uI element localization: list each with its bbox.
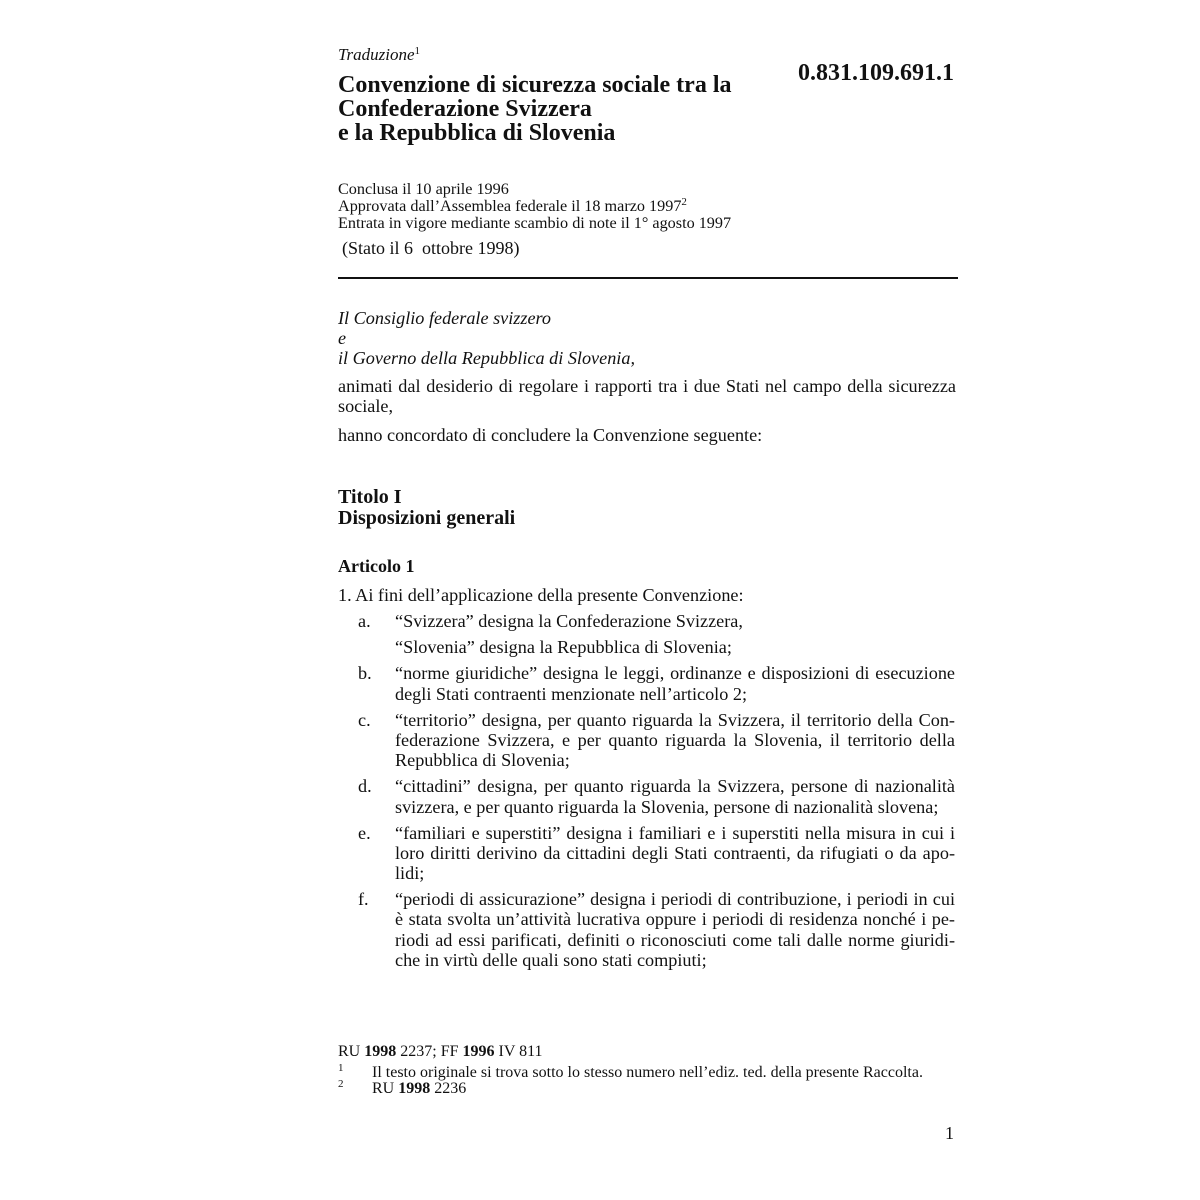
footnote-ref-1: 1 <box>414 44 421 57</box>
definition-label: e. <box>358 822 371 843</box>
footnote-2 <box>338 1078 956 1097</box>
title-heading <box>338 487 956 529</box>
title-name: Disposizioni generali <box>338 507 516 529</box>
definition-item-c <box>338 710 956 771</box>
definitions-list <box>338 611 956 976</box>
definition-line: degli Stati contraenti menzionate nell’articolo 2; <box>395 683 748 704</box>
definition-continuation: “Slovenia” designa la Repubblica di Slovenia; <box>395 637 732 658</box>
definition-line: svizzera, e per quanto riguarda la Slovenia, persone di nazionalità slovena; <box>395 796 939 817</box>
definition-label: a. <box>358 611 371 631</box>
definition-item-e <box>338 823 956 884</box>
definition-line: federazione Svizzera, e per quanto riguarda la Slovenia, il territorio della <box>395 729 955 750</box>
preamble <box>338 308 956 368</box>
footnote-ru-prefix: RU <box>372 1080 395 1097</box>
ru-page: 2237; <box>400 1043 437 1060</box>
approval-date <box>338 195 956 215</box>
definition-line: “periodi di assicurazione” designa i periodi di contribuzione, i periodi in cui <box>395 889 955 910</box>
definition-line: è stata svolta un’attività lucrativa oppure i periodi di residenza nonché i pe- <box>395 909 955 930</box>
footnote-text: Il testo originale si trova sotto lo stesso numero nell’ediz. ted. della presente Raccolta. <box>372 1064 923 1081</box>
footnote-ru-page: 2236 <box>434 1080 467 1097</box>
footnote-ru-year: 1998 <box>398 1080 431 1097</box>
definition-label: b. <box>358 663 372 684</box>
footnote-marker: 2 <box>338 1078 344 1090</box>
preamble-conjunction: e <box>338 328 347 348</box>
ff-ref: IV 811 <box>498 1043 543 1060</box>
footnotes <box>338 1062 956 1097</box>
definition-label: c. <box>358 709 371 730</box>
ff-year: 1996 <box>462 1043 495 1060</box>
preamble-motive <box>338 376 956 416</box>
definition-line: Repubblica di Slovenia; <box>395 750 570 771</box>
definition-line: lidi; <box>395 863 425 884</box>
approval-date-text: Approvata dall’Assemblea federale il 18 marzo 1997 <box>338 197 682 215</box>
definition-label: d. <box>358 776 372 797</box>
definition-line: “familiari e superstiti” designa i familiari e i superstiti nella misura in cui i <box>395 822 955 843</box>
footnote-1 <box>338 1062 956 1081</box>
definition-item-d <box>338 776 956 816</box>
title-line: Convenzione di sicurezza sociale tra la <box>338 72 732 98</box>
translation-label-text: Traduzione <box>338 45 415 64</box>
preamble-party-1: Il Consiglio federale svizzero <box>338 308 552 328</box>
preamble-party-2: il Governo della Repubblica di Slovenia, <box>338 348 635 368</box>
page-number: 1 <box>945 1123 954 1143</box>
header-divider <box>338 277 958 279</box>
metadata-block <box>338 181 956 232</box>
definition-line: loro diritti derivino da cittadini degli Stati contraenti, da rifugiati o da apo- <box>395 842 955 863</box>
article-heading: Articolo 1 <box>338 556 415 576</box>
definition-item-a <box>338 611 956 657</box>
preamble-agreement: hanno concordato di concludere la Convenzione seguente: <box>338 425 763 445</box>
publication-source <box>338 1043 956 1061</box>
status-date: (Stato il 6 ottobre 1998) <box>342 238 520 258</box>
footnote-ref-2: 2 <box>681 195 687 208</box>
title-line: Confederazione Svizzera <box>338 96 592 122</box>
footnote-marker: 1 <box>338 1062 344 1074</box>
definition-line: riodi ad essi parificati, definiti o riconosciuti come tali dalle norme giuridi- <box>395 929 955 950</box>
entry-into-force: Entrata in vigore mediante scambio di note il 1° agosto 1997 <box>338 214 732 232</box>
definition-item-f <box>338 889 956 970</box>
definition-line: “cittadini” designa, per quanto riguarda la Svizzera, persone di nazionalità <box>395 776 955 797</box>
definition-item-b <box>338 663 956 703</box>
sr-number: 0.831.109.691.1 <box>798 60 954 86</box>
ru-prefix: RU <box>338 1043 361 1060</box>
paragraph-line: sociale, <box>338 396 394 416</box>
ff-prefix: FF <box>440 1043 459 1060</box>
definition-label: f. <box>358 889 369 910</box>
definition-line: “territorio” designa, per quanto riguarda la Svizzera, il territorio della Con- <box>395 709 955 730</box>
paragraph-line: animati dal desiderio di regolare i rapporti tra i due Stati nel campo della sicurezza <box>338 376 956 396</box>
ru-year: 1998 <box>364 1043 397 1060</box>
definition-line: “Svizzera” designa la Confederazione Svizzera, <box>395 611 743 631</box>
title-number: Titolo I <box>338 486 402 508</box>
document-title <box>338 73 956 145</box>
article-intro: 1. Ai fini dell’applicazione della presente Convenzione: <box>338 585 744 605</box>
title-line: e la Repubblica di Slovenia <box>338 120 616 146</box>
concluded-date: Conclusa il 10 aprile 1996 <box>338 180 509 198</box>
definition-line: che in virtù delle quali sono stati compiuti; <box>395 949 707 970</box>
definition-line: “norme giuridiche” designa le leggi, ordinanze e disposizioni di esecuzione <box>395 663 955 684</box>
